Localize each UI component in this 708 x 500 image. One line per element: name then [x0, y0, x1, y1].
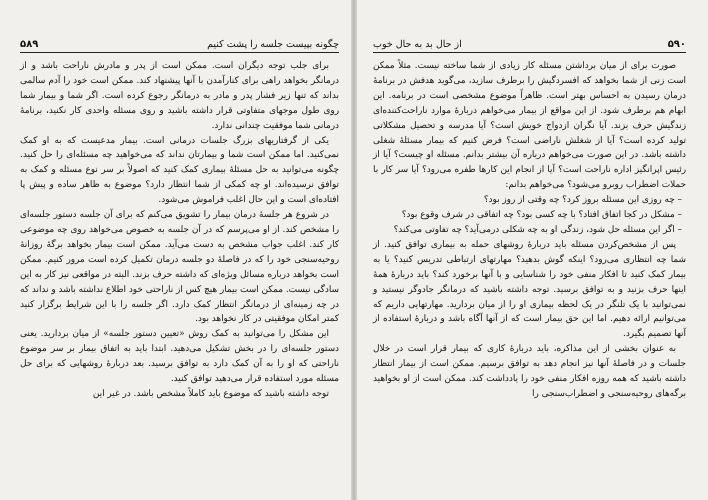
- paragraph: برای جلب توجه دیگران است. ممکن است از پدر و مادرش ناراحت باشد و از درمانگر بخواهد راهی برای کنارآمدن با آنها پیشنهاد کند. ممکن است خود را آدم سالمی بداند که تنها زیر فشار پدر و مادر به درمانگر رجوع کرده است. اگر شما و بیمار شما روی طول موجهای متفاوتی قرار داشته باشید و روی مسئله واحدی کار نکنید، برنامهٔ درمانی شما موفقیت چندانی ندارد.: [20, 61, 339, 131]
- page-body: [373, 59, 686, 402]
- paragraph: توجه داشته باشید که موضوع باید کاملاً مشخص باشد. در غیر این: [92, 388, 329, 399]
- paragraph: در شروع هر جلسهٔ درمان بیمار را تشویق می‌کنم که برای آن جلسه دستور جلسه‌ای را مشخص کند. از او می‌پرسم که در آن جلسه به خصوص می‌خواهد روی چه موضوعی کار کند. اغلب جواب مشخص به دست می‌آید. ممکن است بیمار بخواهد برگهٔ روزانهٔ روحیه‌سنجی خود را که در فاصلهٔ دو جلسه درمان تکمیل کرده است مرور کنیم. ممکن است بخواهد درباره مسائل ویژه‌ای که داشته حرف بزند. البته در مواقعی نیز کار به این سادگی نیست. ممکن است بیمار هیچ کس از ناراحتی خود اطلاع نداشته باشد و نداند که در چه زمینه‌ای از درمانگر انتظار کمک دارد. اگر جلسه را با این شرایط برگزار کنید کمتر امکان موفقیتی در کار نخواهد بود.: [20, 210, 339, 325]
- paragraph: پس از مشخص‌کردن مسئله باید دربارهٔ روشهای حمله به بیماری توافق کنید. از شما چه انتظاری می‌رود؟ اینکه گوش بدهید؟ مهارتهای ارتباطی تدریس کنید؟ یا به بیمار کمک کنید تا افکار منفی خود را شناسایی و با آنها برخورد کند؟ باید دربارهٔ همهٔ اینها حرف بزنید و به توافق برسید. توجه داشته باشید که درمانگر جادوگر نیستید و نمی‌توانید با یک تلنگر در یک لحظه بیماری او را از میان بردارید. مهارتهایی داریم که می‌توانیم ارائه دهیم. اما این حق بیمار است که از آنها آگاه باشد و دربارهٔ استفاده از آنها تصمیم بگیرد.: [373, 239, 686, 340]
- page-header: [373, 36, 686, 53]
- list-item: – چه روزی این مسئله بروز کرد؟ چه وقتی از روز بود؟: [483, 195, 682, 206]
- list-item: – اگر این مسئله حل شود، زندگی او به چه شکلی درمی‌آید؟ چه تفاوتی می‌کند؟: [393, 224, 682, 235]
- page-number: ۵۹۰: [667, 39, 686, 50]
- page-body: [20, 59, 339, 402]
- running-title: از حال بد به حال خوب: [373, 39, 462, 50]
- paragraph: صورت برای از میان برداشتن مسئله کار زیادی از شما ساخته نیست. مثلاً ممکن است زنی از شما بخواهد که افسردگیش را برطرف سازید، می‌گوید هدفش در برنامهٔ درمان رسیدن به احساس بهتر است. ظاهراً موضوع مشخصی است در برنامه. این ابهام هم برطرف شود. از این مواقع از بیمار می‌خواهم دربارهٔ موارد ناراحت‌کننده‌ای زندگیش حرف بزند. آیا نگران ازدواج خویش است؟ آیا مدرسه و تحصیل مشکلاتی تولید کرده است؟ آیا از شغلش ناراضی است؟ فرض کنیم که بیمار مسئلهٔ شغلی داشته باشد. در این صورت می‌خواهم درباره آن بیشتر بدانم. مسئله او چیست؟ آیا از رئیس اپرانگیز اداره ناراحت است؟ آیا از انجام این کارها طفره می‌رود؟ آیا سر کار با حملات اضطراب روبرو می‌شود؟ می‌خواهم بدانم:: [373, 61, 686, 191]
- paragraph: به عنوان بخشی از این مذاکره، باید دربارهٔ کاری که بیمار قرار است در خلال جلسات و در فاصلهٔ آنها نیز انجام دهد به توافق برسیم. ممکن است از بیمار انتظار داشته باشید که همه روزه افکار منفی خود را یادداشت کند. ممکن است از او بخواهید برگه‌های روحیه‌سنجی و اضطراب‌سنجی را: [373, 344, 686, 399]
- list-item: – مشکل در کجا اتفاق افتاد؟ با چه کسی بود؟ چه اتفاقی در شرف وقوع بود؟: [401, 210, 682, 221]
- paragraph: یکی از گرفتاریهای بزرگ جلسات درمانی است. بیمار مدعیست که به او کمک نمی‌کنید. اما ممکن است شما و بیمارتان نداند که می‌خواهید چه مسئله‌ای را حل کنید. چگونه می‌توانید به حل مسئلهٔ بیماری کمک کنید که اصولاً بر سر نوع مسئله و کمک به توافق نرسیده‌اند. او چه کمکی از شما انتظار دارد؟ موضوع به ظاهر ساده و پیش پا افتاده‌ای است و این حال اغلب فراموش می‌شود.: [20, 135, 339, 206]
- right-page: [357, 0, 708, 500]
- running-title: چگونه بپیست جلسه را پشت کنیم: [207, 39, 339, 50]
- paragraph: این مشکل را می‌توانید به کمک روش «تعیین دستور جلسه» از میان بردارید. یعنی دستور جلسه‌ای را در بخش تشکیل می‌دهید. ابتدا باید به اتفاق بیمار بر سر موضوع ناراحتی که او را به آن کمک دارد به توافق برسید. بعد دربارهٔ روشهایی که برای حل مسئله مورد استفاده قرار می‌دهید توافق کنید.: [20, 329, 339, 385]
- page-header: [20, 36, 339, 53]
- left-page: [0, 0, 351, 500]
- page-number: ۵۸۹: [20, 39, 39, 50]
